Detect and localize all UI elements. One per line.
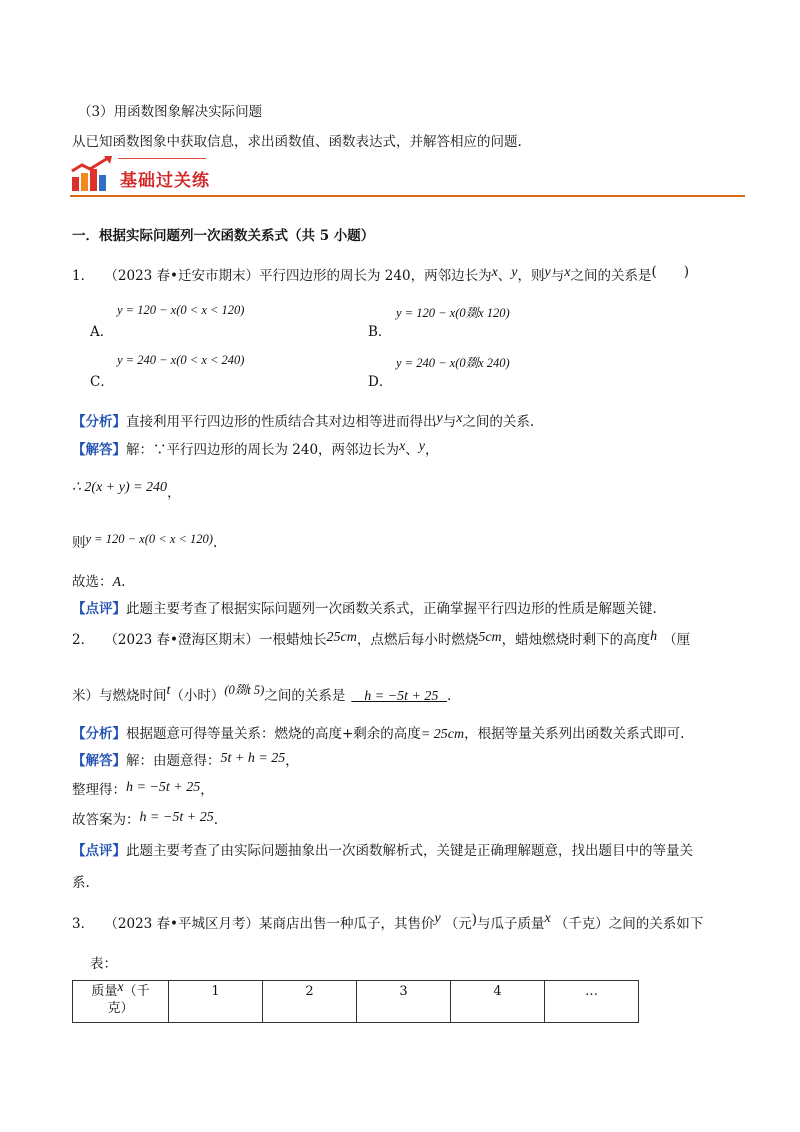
q2-eq3: h = −5t + 25 xyxy=(139,810,214,825)
q1-analysis-x: x xyxy=(456,411,463,426)
q1-var-x-2: x xyxy=(564,265,571,280)
rising-chart-icon xyxy=(70,155,116,193)
q1-analysis-tag: 【分析】 xyxy=(72,414,126,430)
q2-len: 25cm xyxy=(326,630,357,645)
q2-comment-tag: 【点评】 xyxy=(72,843,126,859)
q2-tidy xyxy=(72,778,214,799)
q3-table-header xyxy=(73,981,169,1023)
banner-top-rule xyxy=(118,158,206,159)
q1-analysis xyxy=(72,410,534,431)
q1-answer-b: ， xyxy=(425,442,439,458)
q1-comment-text: 此题主要考查了根据实际问题列一次函数关系式，正确掌握平行四边形的性质是解题关键. xyxy=(126,601,657,617)
q2-analysis-tag: 【分析】 xyxy=(72,726,126,742)
q2-stem-a: 一根蜡烛长 xyxy=(259,632,327,648)
q1-option-d-formula: y = 240 − x(0剟x 240) xyxy=(396,356,510,370)
q1-answer-a: 解：∵平行四边形的周长为 240，两邻边长为 xyxy=(126,442,400,458)
q3-var-y: y xyxy=(434,911,441,926)
q2-tidy-pre: 整理得： xyxy=(72,782,126,798)
q1-paren: ( ) xyxy=(651,264,689,280)
q2-stem-line1 xyxy=(72,628,690,649)
q1-choose xyxy=(72,570,125,591)
q1-answer-y: y xyxy=(418,439,425,454)
q2-answer-blank xyxy=(351,688,447,704)
q1-step1 xyxy=(72,475,181,501)
q1-option-b-formula: y = 120 − x(0剟x 120) xyxy=(396,306,510,320)
q2-analysis-eq: = 25cm xyxy=(420,727,465,742)
q3-stem-d: （千克）之间的关系如下 xyxy=(554,916,704,932)
q2-answer xyxy=(72,749,299,770)
q3-table-cell-1: 1 xyxy=(169,981,263,1023)
q2-answer-value: h = −5t + 25 xyxy=(364,689,439,704)
q1-step2-eq: y = 120 − x(0 < x < 120) xyxy=(85,532,213,546)
q1-option-a-label: A． xyxy=(90,324,114,340)
q1-analysis-y: y xyxy=(436,411,443,426)
q3-stem-line2: 表： xyxy=(90,956,117,972)
q2-eq3-end: . xyxy=(213,812,219,828)
q3-number: 3． xyxy=(72,916,95,932)
q1-option-d-label: D． xyxy=(368,374,393,390)
q2-stem-e: 米）与燃烧时间 xyxy=(72,688,167,704)
q1-answer xyxy=(72,438,439,459)
q3-header-a: 质量 xyxy=(91,984,118,999)
table-row xyxy=(73,981,639,1023)
q1-step1-end: ， xyxy=(167,485,181,501)
q2-comment-line2: 系. xyxy=(72,875,90,891)
q3-table-cell-ellipsis: … xyxy=(545,981,639,1023)
q1-step2-pre: 则 xyxy=(72,535,86,551)
banner-title: 基础过关练 xyxy=(120,171,210,191)
q3-var-x: x xyxy=(544,911,551,926)
q1-option-b-label: B． xyxy=(368,324,392,340)
q1-step2 xyxy=(72,527,218,551)
q2-range: (0剟t 5) xyxy=(224,683,265,697)
section-title: 一．根据实际问题列一次函数关系式（共 5 小题） xyxy=(72,228,375,244)
q3-table-cell-2: 2 xyxy=(263,981,357,1023)
q1-answer-tag: 【解答】 xyxy=(72,442,126,458)
q2-stem-c: ，蜡烛燃烧时剩下的高度 xyxy=(501,632,651,648)
q1-answer-sep: 、 xyxy=(405,442,419,458)
q1-stem-d: 之间的关系是 xyxy=(570,268,652,284)
banner-bottom-rule xyxy=(70,195,745,197)
q1-stem-b: ，则 xyxy=(517,268,545,284)
q2-eq1-end: ， xyxy=(285,753,299,769)
q1-source: （2023 春•迁安市期末） xyxy=(104,268,260,284)
q2-analysis-b: ，根据等量关系列出函数关系式即可. xyxy=(464,726,685,742)
q1-analysis-b: 与 xyxy=(442,414,457,430)
q1-step1-eq: ∴ 2(x + y) = 240 xyxy=(72,480,168,495)
q2-analysis xyxy=(72,722,684,743)
q1-stem xyxy=(72,264,689,285)
q3-stem-b: （元 xyxy=(444,916,472,932)
q2-final xyxy=(72,808,218,829)
q1-option-c-formula: y = 240 − x(0 < x < 240) xyxy=(117,353,245,367)
q1-step2-end: . xyxy=(212,535,218,551)
q3-stem-line1 xyxy=(72,912,703,933)
q1-stem-c: 与 xyxy=(550,268,565,284)
q2-source: （2023 春•澄海区期末） xyxy=(104,632,260,648)
q1-comment-tag: 【点评】 xyxy=(72,601,126,617)
q1-analysis-a: 直接利用平行四边形的性质结合其对边相等进而得出 xyxy=(126,414,437,430)
q1-answer-x: x xyxy=(399,439,406,454)
q1-option-c-label: C． xyxy=(90,374,114,390)
q1-var-x: x xyxy=(491,265,498,280)
q2-eq2-end: ， xyxy=(200,782,214,798)
q1-var-y: y xyxy=(511,265,518,280)
q3-header-c: 克） xyxy=(107,1001,134,1016)
q3-stem-c: 与瓜子质量 xyxy=(477,916,545,932)
q2-var-t: t xyxy=(166,683,171,698)
q2-answer-a: 解：由题意得： xyxy=(126,753,221,769)
q2-stem-h: . xyxy=(447,688,452,704)
q1-stem-a: 平行四边形的周长为 240，两邻边长为 xyxy=(259,268,492,284)
q2-stem-b: ，点燃后每小时燃烧 xyxy=(356,632,479,648)
q1-option-a-formula: y = 120 − x(0 < x < 120) xyxy=(117,303,245,317)
q2-eq1: 5t + h = 25 xyxy=(220,751,286,766)
q2-number: 2． xyxy=(72,632,95,648)
q3-table xyxy=(72,980,639,1023)
q3-source: （2023 春•平城区月考） xyxy=(104,916,260,932)
q2-comment-line1 xyxy=(72,839,693,859)
q2-stem-line2 xyxy=(72,684,451,705)
intro-item3-desc: 从已知函数图象中获取信息，求出函数值、函数表达式，并解答相应的问题. xyxy=(72,134,522,150)
q2-var-h: h xyxy=(650,629,658,644)
q3-header-b: （千 xyxy=(123,984,150,999)
q2-rate: 5cm xyxy=(478,630,502,645)
intro-item3: （3）用函数图象解决实际问题 xyxy=(78,104,263,120)
q2-answer-tag: 【解答】 xyxy=(72,753,126,769)
q2-final-pre: 故答案为： xyxy=(72,812,140,828)
q3-paren-close: ) xyxy=(471,912,478,928)
q3-table-cell-3: 3 xyxy=(357,981,451,1023)
q1-sep: 、 xyxy=(497,268,512,284)
q1-number: 1． xyxy=(72,268,95,284)
q3-header-x: x xyxy=(117,980,124,995)
q2-stem-d: （厘 xyxy=(663,632,691,648)
q1-choose-end: . xyxy=(121,574,126,590)
q2-analysis-a: 根据题意可得等量关系：燃烧的高度+剩余的高度 xyxy=(126,726,421,742)
q2-stem-f: （小时） xyxy=(170,688,225,704)
q1-var-y-2: y xyxy=(544,265,551,280)
q3-stem-a: 某商店出售一种瓜子，其售价 xyxy=(259,916,435,932)
q1-choose-value: A xyxy=(112,575,122,590)
q1-comment xyxy=(72,597,657,617)
q3-table-cell-4: 4 xyxy=(451,981,545,1023)
q2-eq2: h = −5t + 25 xyxy=(126,780,201,795)
q2-stem-g: 之间的关系是 xyxy=(264,688,346,704)
q1-analysis-c: 之间的关系. xyxy=(462,414,535,430)
q1-choose-pre: 故选： xyxy=(72,574,113,590)
q2-comment-a: 此题主要考查了由实际问题抽象出一次函数解析式，关键是正确理解题意，找出题目中的等量关 xyxy=(126,843,693,859)
